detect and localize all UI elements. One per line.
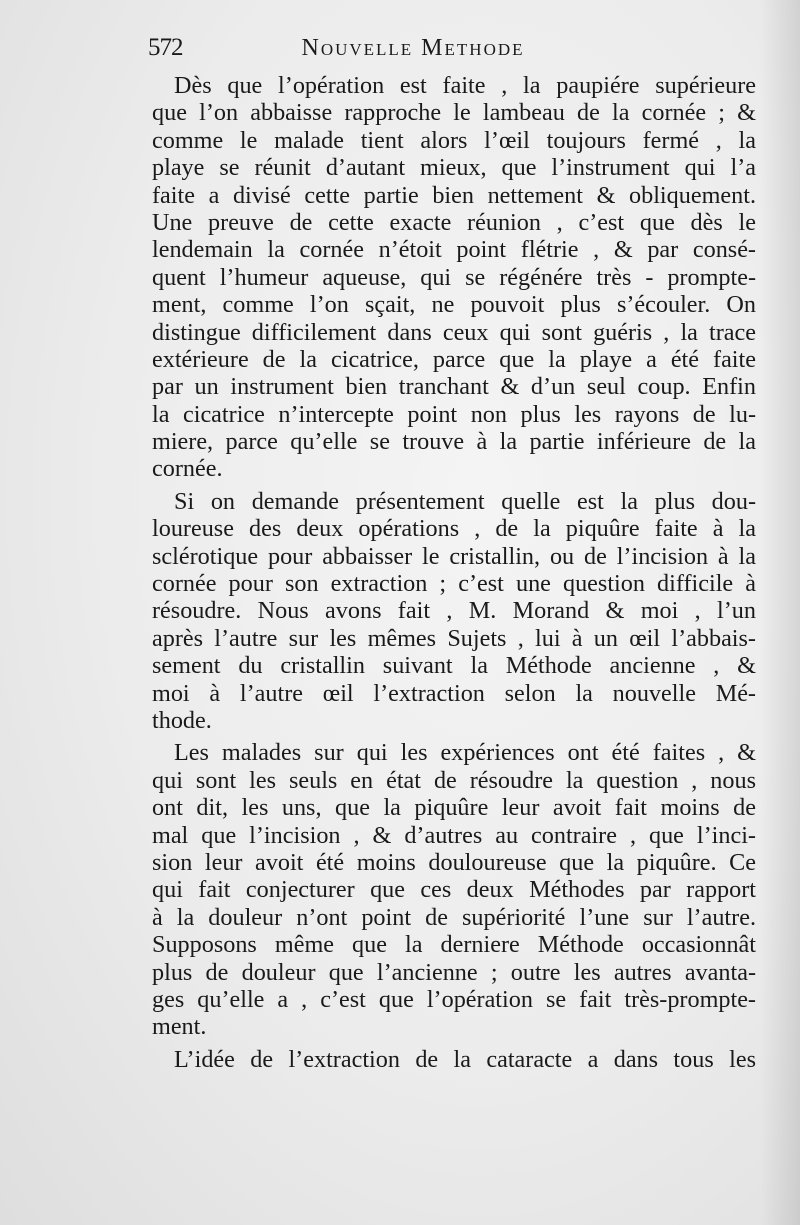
text-line: Supposons même que la derniere Méthode occasionnât	[152, 931, 756, 959]
text-line: plus de douleur que l’ancienne ; outre les autres avanta-	[152, 958, 756, 986]
page-header	[148, 34, 618, 64]
text-line: à la douleur n’ont point de supériorité l’une sur l’autre.	[152, 903, 756, 931]
paragraph-4	[152, 1046, 756, 1073]
text-line: moi à l’autre œil l’extraction selon la nouvelle Mé-	[152, 679, 756, 707]
text-line: cornée pour son extraction ; c’est une question difficile à	[152, 570, 756, 598]
text-line: L’idée de l’extraction de la cataracte a dans tous les	[174, 1045, 756, 1073]
body-text	[152, 72, 756, 1078]
text-line: distingue difficilement dans ceux qui sont guéris , la trace	[152, 318, 756, 346]
text-line: ges qu’elle a , c’est que l’opération se fait très-prompte-	[152, 985, 756, 1013]
text-line: extérieure de la cicatrice, parce que la playe a été faite	[152, 345, 756, 373]
text-line: comme le malade tient alors l’œil toujours fermé , la	[152, 126, 756, 154]
text-line: loureuse des deux opérations , de la piquûre faite à la	[152, 515, 756, 543]
text-line: la cicatrice n’intercepte point non plus les rayons de lu-	[152, 400, 756, 428]
page-number: 572	[148, 34, 183, 61]
text-line: ment, comme l’on sçait, ne pouvoit plus s’écouler. On	[152, 291, 756, 319]
text-line: Les malades sur qui les expériences ont été faites , &	[174, 739, 756, 767]
text-line: sion leur avoit été moins douloureuse que la piquûre. Ce	[152, 848, 756, 876]
text-line: par un instrument bien tranchant & d’un seul coup. Enfin	[152, 373, 756, 401]
paragraph-1	[152, 72, 756, 483]
text-line: qui sont les seuls en état de résoudre la question , nous	[152, 766, 756, 794]
text-line: mal que l’incision , & d’autres au contraire , que l’inci-	[152, 821, 756, 849]
text-line: cornée.	[152, 455, 223, 483]
text-line: faite a divisé cette partie bien nettement & obliquement.	[152, 181, 756, 209]
paragraph-2	[152, 488, 756, 735]
text-line: résoudre. Nous avons fait , M. Morand & moi , l’un	[152, 597, 756, 625]
text-line: sclérotique pour abbaisser le cristallin, ou de l’incision à la	[152, 542, 756, 570]
running-title: Nouvelle Methode	[301, 35, 525, 61]
text-line: quent l’humeur aqueuse, qui se régénére très - prompte-	[152, 263, 756, 291]
text-line: Si on demande présentement quelle est la plus dou-	[174, 487, 756, 515]
paragraph-3	[152, 739, 756, 1040]
text-line: thode.	[152, 706, 212, 734]
text-line: qui fait conjecturer que ces deux Méthodes par rapport	[152, 876, 756, 904]
text-line: après l’autre sur les mêmes Sujets , lui à un œil l’abbais-	[152, 624, 756, 652]
text-line: sement du cristallin suivant la Méthode ancienne , &	[152, 652, 756, 680]
text-line: miere, parce qu’elle se trouve à la partie inférieure de la	[152, 428, 756, 456]
text-line: lendemain la cornée n’étoit point flétrie , & par consé-	[152, 236, 756, 264]
text-line: Une preuve de cette exacte réunion , c’est que dès le	[152, 208, 756, 236]
text-line: ment.	[152, 1013, 207, 1041]
text-line: ont dit, les uns, que la piquûre leur avoit fait moins de	[152, 794, 756, 822]
text-line: Dès que l’opération est faite , la paupiére supérieure	[174, 72, 756, 99]
text-line: que l’on abbaisse rapproche le lambeau de la cornée ; &	[152, 99, 756, 127]
text-line: playe se réunit d’autant mieux, que l’instrument qui l’a	[152, 154, 756, 182]
